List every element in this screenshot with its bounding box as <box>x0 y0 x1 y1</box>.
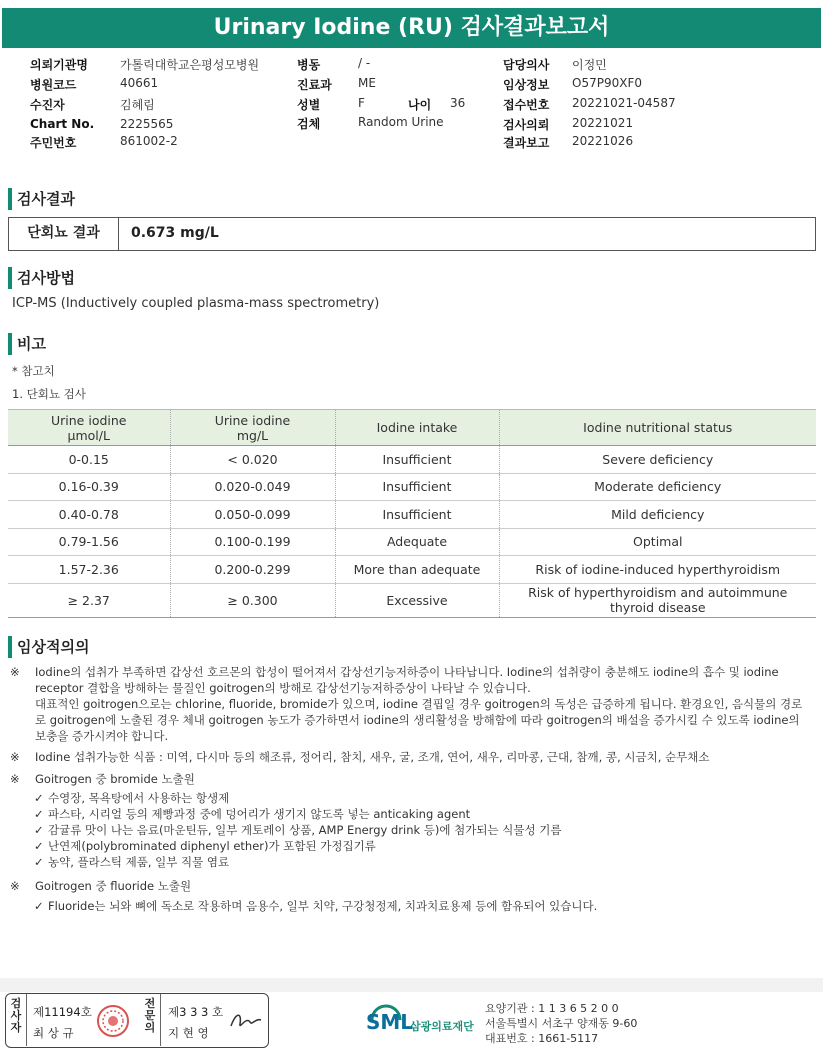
signature-box <box>5 993 269 1048</box>
seal-icon <box>96 1004 130 1038</box>
info-value: 가톨릭대학교은평성모병원 <box>120 58 260 72</box>
clinical-paragraph <box>10 878 810 894</box>
info-label: 성별 <box>297 98 321 112</box>
table-cell: Insufficient <box>335 501 499 529</box>
result-label: 단회뇨 결과 <box>9 218 119 250</box>
table-cell: 0.200-0.299 <box>170 556 335 584</box>
bromide-list <box>10 790 810 870</box>
check-icon: ✓ <box>34 823 44 837</box>
list-item-text: 난연제(polybrominated diphenyl ether)가 포함된 가정집기류 <box>48 839 376 853</box>
reference-mark-icon: ※ <box>10 772 20 786</box>
table-cell: Severe deficiency <box>499 446 816 474</box>
table-row <box>8 556 816 584</box>
info-value: 20221026 <box>572 134 634 148</box>
inspector-license: 제11194호 <box>33 1005 92 1019</box>
info-value: Random Urine <box>358 115 444 129</box>
doctor-label: 전 문 의 <box>144 997 156 1034</box>
list-item-text: 파스타, 시리얼 등의 제빵과정 중에 덩어리가 생기지 않도록 넣는 anticaking agent <box>48 807 471 821</box>
table-row <box>8 501 816 529</box>
table-row <box>8 446 816 474</box>
single-urine-note: 1. 단회뇨 검사 <box>12 387 86 401</box>
table-cell: Adequate <box>335 528 499 556</box>
table-row <box>8 528 816 556</box>
info-label: 결과보고 <box>503 136 550 150</box>
info-value: F <box>358 96 365 110</box>
clinical-text: Iodine 섭취가능한 식품 : 미역, 다시마 등의 해조류, 정어리, 참치, 새우, 굴, 조개, 연어, 새우, 리마콩, 근대, 참깨, 콩, 시금치, 순무채소 <box>35 750 710 764</box>
table-cell: More than adequate <box>335 556 499 584</box>
list-item <box>10 854 810 870</box>
column-header: Urine iodine μmol/L <box>8 410 170 446</box>
organization-name: 삼광의료재단 <box>410 1020 474 1033</box>
list-item-text: 수영장, 목욕탕에서 사용하는 항생제 <box>48 791 230 805</box>
check-icon: ✓ <box>34 791 44 805</box>
clinical-text: 대표적인 goitrogen으로는 chlorine, fluoride, bromide가 있으며, iodine 결핍일 경우 goitrogen의 독성은 급증하게 됩니다. 환경요인, 음식물의 경로로 goitrogen에 노출된 경우 체내 goitrogen 농도가 증가하면서 iodine의 생리활성을 방해함에 따라 goitrogen의 배설을 증가시킬 수 있도록 iodine의 보충을 증가시켜야 합니다. <box>35 697 803 743</box>
clinical-paragraph <box>10 771 810 787</box>
divider <box>160 994 161 1046</box>
clinical-significance <box>10 664 810 914</box>
info-label: 임상정보 <box>503 78 550 92</box>
table-cell: ≥ 2.37 <box>8 583 170 617</box>
section-result-heading: 검사결과 <box>8 188 75 210</box>
info-value: 36 <box>450 96 466 110</box>
table-cell: Insufficient <box>335 473 499 501</box>
check-icon: ✓ <box>34 899 44 913</box>
clinical-paragraph <box>10 749 810 765</box>
info-value: 20221021-04587 <box>572 96 676 110</box>
check-icon: ✓ <box>34 807 44 821</box>
table-cell: 0.050-0.099 <box>170 501 335 529</box>
table-cell: 1.57-2.36 <box>8 556 170 584</box>
reference-mark-icon: ※ <box>10 665 20 679</box>
info-label: 담당의사 <box>503 58 550 72</box>
list-item <box>10 806 810 822</box>
reference-mark-icon: ※ <box>10 879 20 893</box>
info-label: 수진자 <box>30 98 65 112</box>
table-cell: 0-0.15 <box>8 446 170 474</box>
info-value: ME <box>358 76 376 90</box>
info-value: 40661 <box>120 76 159 90</box>
table-cell: < 0.020 <box>170 446 335 474</box>
list-item-text: 감귤류 맛이 나는 음료(마운틴듀, 일부 게토레이 상품, AMP Energy drink 등)에 첨가되는 식물성 기름 <box>48 823 562 837</box>
check-icon: ✓ <box>34 839 44 853</box>
fluoride-list <box>10 898 810 914</box>
info-value: O57P90XF0 <box>572 76 642 90</box>
table-header-row <box>8 410 816 446</box>
check-icon: ✓ <box>34 855 44 869</box>
column-header: Iodine nutritional status <box>499 410 816 446</box>
clinical-heading: Goitrogen 중 fluoride 노출원 <box>35 879 192 893</box>
section-remarks-heading: 비고 <box>8 333 46 355</box>
list-item-text: Fluoride는 뇌와 뼈에 독소로 작용하며 음용수, 일부 치약, 구강청정제, 치과치료용제 등에 함유되어 있습니다. <box>48 899 598 913</box>
organization-address: 서울특별시 서초구 양재동 9-60 <box>485 1017 638 1030</box>
logo-text: SML <box>366 1010 414 1034</box>
table-cell: Excessive <box>335 583 499 617</box>
inspector-name: 최 상 규 <box>33 1026 74 1040</box>
table-cell: Insufficient <box>335 446 499 474</box>
table-cell: 0.40-0.78 <box>8 501 170 529</box>
table-cell: Moderate deficiency <box>499 473 816 501</box>
table-cell: 0.100-0.199 <box>170 528 335 556</box>
table-cell: Risk of hyperthyroidism and autoimmune thyroid disease <box>499 583 816 617</box>
table-cell: Risk of iodine-induced hyperthyroidism <box>499 556 816 584</box>
table-cell: ≥ 0.300 <box>170 583 335 617</box>
info-value: 861002-2 <box>120 134 178 148</box>
info-label: Chart No. <box>30 117 95 131</box>
doctor-name: 지 현 영 <box>168 1026 209 1040</box>
table-cell: Optimal <box>499 528 816 556</box>
info-label: 검사의뢰 <box>503 118 550 132</box>
clinical-text: Iodine의 섭취가 부족하면 갑상선 호르몬의 합성이 떨어져서 갑상선기능저하증이 나타납니다. Iodine의 섭취량이 충분해도 iodine의 흡수 및 iodine receptor 결합을 방해하는 물질인 goitrogen의 방해로 갑상선기능저하증상이 나타날 수 있습니다. <box>35 665 779 695</box>
footer-divider <box>0 978 823 992</box>
column-header: Urine iodine mg/L <box>170 410 335 446</box>
table-cell: Mild deficiency <box>499 501 816 529</box>
list-item <box>10 838 810 854</box>
method-text: ICP-MS (Inductively coupled plasma-mass spectrometry) <box>12 296 380 311</box>
report-title: Urinary Iodine (RU) 검사결과보고서 <box>2 8 821 48</box>
info-label: 나이 <box>408 98 432 112</box>
reference-mark-icon: ※ <box>10 750 20 764</box>
result-value: 0.673 mg/L <box>131 225 219 241</box>
info-value: 20221021 <box>572 116 634 130</box>
info-label: 병원코드 <box>30 78 77 92</box>
organization-number: 요양기관 : 1 1 3 6 5 2 0 0 <box>485 1002 619 1015</box>
info-label: 의뢰기관명 <box>30 58 88 72</box>
patient-info <box>0 56 823 156</box>
table-cell: 0.16-0.39 <box>8 473 170 501</box>
result-box <box>8 217 816 251</box>
signature-icon <box>228 1008 264 1034</box>
info-value: / - <box>358 56 371 70</box>
table-row <box>8 473 816 501</box>
list-item <box>10 822 810 838</box>
section-clinical-heading: 임상적의의 <box>8 636 89 658</box>
list-item <box>10 790 810 806</box>
list-item <box>10 898 810 914</box>
info-value: 이정민 <box>572 58 607 72</box>
doctor-license: 제3 3 3 호 <box>168 1005 224 1019</box>
table-cell: 0.020-0.049 <box>170 473 335 501</box>
info-label: 진료과 <box>297 78 332 92</box>
info-label: 접수번호 <box>503 98 550 112</box>
info-value: 2225565 <box>120 117 174 131</box>
clinical-heading: Goitrogen 중 bromide 노출원 <box>35 772 195 786</box>
column-header: Iodine intake <box>335 410 499 446</box>
organization-phone: 대표번호 : 1661-5117 <box>485 1032 599 1045</box>
info-label: 병동 <box>297 58 321 72</box>
reference-note: * 참고치 <box>12 364 55 378</box>
table-row <box>8 583 816 617</box>
inspector-label: 검 사 자 <box>10 997 22 1034</box>
info-value: 김혜림 <box>120 98 155 112</box>
table-cell: 0.79-1.56 <box>8 528 170 556</box>
clinical-paragraph <box>10 696 810 744</box>
divider <box>26 994 27 1046</box>
info-label: 주민번호 <box>30 136 77 150</box>
info-label: 검체 <box>297 117 321 131</box>
section-method-heading: 검사방법 <box>8 267 75 289</box>
reference-table <box>8 409 816 618</box>
list-item-text: 농약, 플라스틱 제품, 일부 직물 염료 <box>48 855 230 869</box>
clinical-paragraph <box>10 664 810 696</box>
